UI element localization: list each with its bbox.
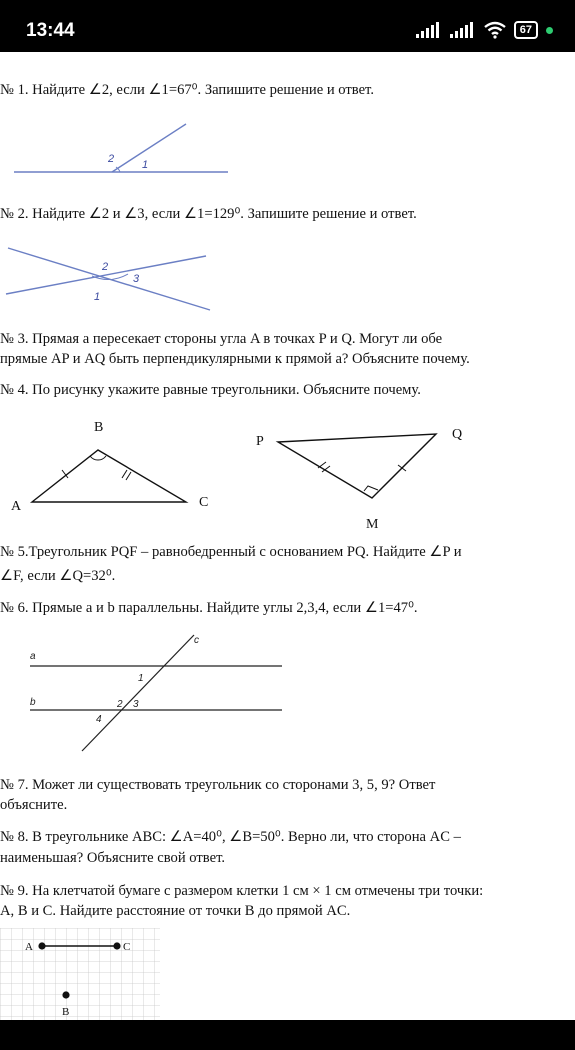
figure-2 [0,240,240,320]
question-5-line2: ∠F, если ∠Q=32⁰. [0,568,116,584]
fig2-angle3-label: 3 [133,273,140,285]
fig9-label-A: A [25,941,33,953]
figure-9-grid [0,928,160,1020]
fig6-angle2-label: 2 [117,699,123,710]
question-6: № 6. Прямые а и b параллельны. Найдите углы 2,3,4, если ∠1=47⁰. [0,600,418,616]
fig6-angle1-label: 1 [138,673,144,684]
question-7-line2: объясните. [0,797,68,813]
worksheet-page [0,52,575,1020]
fig4-label-Q: Q [452,427,463,442]
fig1-angle2-label: 2 [108,153,115,165]
status-dot-icon [546,27,553,34]
fig4-label-B: B [94,420,104,435]
signal-icon [416,22,442,38]
wifi-icon [484,21,506,39]
question-9-line2: A, B и C. Найдите расстояние от точки B до прямой AC. [0,903,351,919]
bottom-bar [0,1020,575,1050]
fig6-line-b-label: b [30,697,36,708]
fig4-label-A: A [11,499,22,514]
question-3-line2: прямые AP и AQ быть перпендикулярными к прямой а? Объясните почему. [0,351,470,367]
question-1: № 1. Найдите ∠2, если ∠1=67⁰. Запишите решение и ответ. [0,82,374,98]
status-icons [416,18,553,42]
figure-4 [0,410,480,535]
fig9-label-B: B [62,1006,70,1018]
question-8-line2: наименьшая? Объясните свой ответ. [0,850,226,866]
fig1-angle1-label: 1 [142,159,149,171]
question-8-line1: № 8. В треугольнике ABC: ∠A=40⁰, ∠B=50⁰. Верно ли, что сторона AC – [0,829,461,845]
fig6-line-a-label: a [30,651,36,662]
battery-icon: 67 [514,21,538,39]
signal-icon [450,22,476,38]
fig9-label-C: C [123,941,131,953]
fig2-angle1-label: 1 [94,291,101,303]
question-7-line1: № 7. Может ли существовать треугольник со сторонами 3, 5, 9? Ответ [0,777,436,793]
question-4: № 4. По рисунку укажите равные треугольники. Объясните почему. [0,382,421,398]
figure-1 [0,120,240,180]
figure-6 [0,629,300,754]
status-bar [0,0,575,52]
fig2-angle2-label: 2 [102,261,109,273]
fig4-label-M: M [366,517,379,532]
fig4-label-P: P [256,434,264,449]
fig6-line-c-label: c [194,635,199,646]
fig4-label-C: C [199,495,209,510]
question-3-line1: № 3. Прямая а пересекает стороны угла A в точках P и Q. Могут ли обе [0,331,443,347]
fig6-angle3-label: 3 [133,699,139,710]
question-5-line1: № 5.Треугольник PQF – равнобедренный с основанием PQ. Найдите ∠P и [0,544,462,560]
fig6-angle4-label: 4 [96,714,102,725]
question-2: № 2. Найдите ∠2 и ∠3, если ∠1=129⁰. Запишите решение и ответ. [0,206,417,222]
status-time: 13:44 [26,20,75,41]
question-9-line1: № 9. На клетчатой бумаге с размером клетки 1 см × 1 см отмечены три точки: [0,883,484,899]
